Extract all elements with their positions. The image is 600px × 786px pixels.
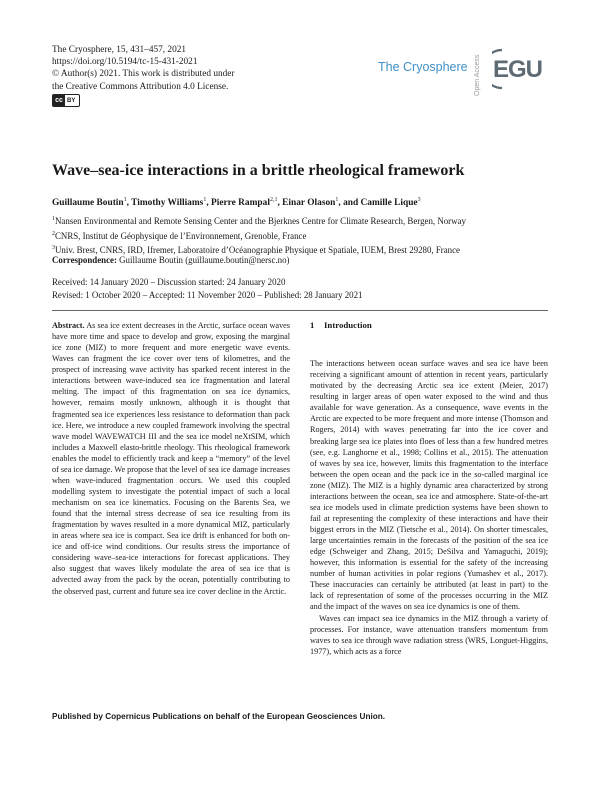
copyright-notice: © Author(s) 2021. This work is distributed under xyxy=(52,69,235,80)
author-name: Timothy Williams xyxy=(131,198,204,209)
introduction-section xyxy=(310,320,548,657)
author-affiliation-ref: 1 xyxy=(203,197,207,203)
affiliation-number: 2 xyxy=(52,230,55,237)
cc-by-license-badge[interactable] xyxy=(52,94,80,107)
author-separator: , xyxy=(206,198,212,209)
by-icon: BY xyxy=(67,97,76,104)
author-separator: , and xyxy=(338,198,361,209)
article-title: Wave–sea-ice interactions in a brittle rheological framework xyxy=(52,162,465,179)
affiliation xyxy=(52,213,466,228)
open-access-label: Open Access xyxy=(474,54,481,96)
egu-logo-text: EGU xyxy=(493,56,543,83)
dates-line-2: Revised: 1 October 2020 – Accepted: 11 November 2020 – Published: 28 January 2021 xyxy=(52,289,363,300)
author-name: Guillaume Boutin xyxy=(52,198,124,209)
intro-paragraph-1: The interactions between ocean surface waves and sea ice have been receiving a significant amount of attention in recent years, particularly motivated by the decreasing Arctic sea ice extent (Meier, 2017) resulting in larger areas of open water exposed to the wind and thus available for wave generation. As a consequence, wave events in the Arctic are expected to be more frequent and more intense (Thomson and Rogers, 2014) with waves penetrating far into the ice cover and breaking large sea ice plates into floes of less than a few hundred metres (see, e.g. Langhorne et al., 1998; Collins et al., 2015). The attenuation of waves by sea ice, however, limits this fragmentation to the interface between the open ocean and the pack ice in the so-called marginal ice zone (MIZ). The MIZ is a highly dynamic area characterized by strong interactions between the ocean, sea ice and atmosphere. State-of-the-art sea ice models used in climate prediction systems have been shown to fail at representing the complexity of these interactions and have their biggest errors in the MIZ (Tietsche et al., 2014). On shorter timescales, large uncertainties remain in the forecasts of the position of the sea ice edge (Schweiger and Zhang, 2015; DeSilva and Yamaguchi, 2019); however, this information is essential for the safety of the increasing number of human activities in polar regions (Yumashev et al., 2017). These inaccuracies can certainly be attributed (at least in part) to the lack of representation of some of the processes occurring in the MIZ and the impact of the waves on sea ice dynamics is one of them. xyxy=(310,359,548,612)
author-affiliation-ref: 1 xyxy=(335,197,339,203)
cc-icon: cc xyxy=(53,95,65,106)
author-name: Einar Olason xyxy=(282,198,336,209)
affiliation xyxy=(52,228,466,243)
license-notice: the Creative Commons Attribution 4.0 License. xyxy=(52,81,229,92)
article-metadata xyxy=(52,44,235,93)
section-number: 1 xyxy=(310,320,315,330)
section-heading xyxy=(310,320,548,331)
author-list xyxy=(52,197,421,208)
abstract-text: As sea ice extent decreases in the Arctic, surface ocean waves have more time and space to develop and grow, exposing the marginal ice zone (MIZ) to more frequent and more energetic wave events. Waves can fragment the ice cover over tens of kilometres, and the prospect of increasing wave activity has sparked recent interest in the interactions between wave-induced sea ice fragmentation and lateral melting. The impact of this fragmentation on sea ice dynamics, however, remains mostly unknown, although it is thought that fragmented sea ice experiences less resistance to deformation than pack ice. Here, we introduce a new coupled framework involving the spectral wave model WAVEWATCH III and the sea ice model neXtSIM, which includes a Maxwell elasto-brittle rheology. This rheological framework enables the model to efficiently track and keep a “memory” of the level of sea ice damage. We propose that the level of sea ice damage increases when wave-induced fragmentation occurs. We used this coupled modelling system to investigate the potential impact of such a local mechanism on sea ice kinematics. Focusing on the Barents Sea, we found that the internal stress decrease of sea ice resulting from its fragmentation by waves resulted in a more dynamical MIZ, particularly in areas where sea ice is compact. Sea ice drift is enhanced for both on-ice and off-ice wind conditions. Our results stress the importance of considering wave–sea-ice interactions for forecast applications. They also suggest that waves likely modulate the area of sea ice that is advected away from the pack by the ocean, potentially contributing to the observed past, current and future sea ice cover decline in the Arctic. xyxy=(52,321,290,596)
correspondence-label: Correspondence: xyxy=(52,255,117,265)
dates-line-1: Received: 14 January 2020 – Discussion started: 24 January 2020 xyxy=(52,277,286,287)
author-affiliation-ref: 2,1 xyxy=(269,197,278,203)
author-name: Pierre Rampal xyxy=(211,198,270,209)
affiliation-text: CNRS, Institut de Géophysique de l’Environnement, Grenoble, France xyxy=(55,230,307,241)
section-title: Introduction xyxy=(324,320,372,330)
correspondence xyxy=(52,255,290,265)
author-affiliation-ref: 1 xyxy=(123,197,127,203)
author-name: Camille Lique xyxy=(360,198,418,209)
correspondence-email[interactable]: Guillaume Boutin (guillaume.boutin@nersc.no) xyxy=(119,255,290,265)
abstract-label: Abstract. xyxy=(52,321,85,330)
affiliation-number: 3 xyxy=(52,245,55,252)
divider xyxy=(52,310,548,311)
journal-name: The Cryosphere xyxy=(378,60,468,74)
publication-dates xyxy=(52,276,363,301)
intro-paragraph-2: Waves can impact sea ice dynamics in the MIZ through a variety of processes. For instance, wave attenuation transfers momentum from waves to sea ice through wave radiation stress (WRS, Longuet-Higgins, 1977), which acts as a force xyxy=(310,613,548,656)
publisher-footer: Published by Copernicus Publications on behalf of the European Geosciences Union. xyxy=(52,712,386,721)
abstract xyxy=(52,320,290,597)
author-affiliation-ref: 3 xyxy=(417,197,421,203)
citation: The Cryosphere, 15, 431–457, 2021 xyxy=(52,45,187,55)
doi-link[interactable]: https://doi.org/10.5194/tc-15-431-2021 xyxy=(52,57,198,68)
affiliation-text: Univ. Brest, CNRS, IRD, Ifremer, Laboratoire d’Océanographie Physique et Spatiale, IUEM, Brest 29280, France xyxy=(55,245,460,256)
author-separator: , xyxy=(126,198,132,209)
author-separator: , xyxy=(277,198,283,209)
affiliations xyxy=(52,213,466,257)
affiliation-number: 1 xyxy=(52,216,55,222)
affiliation-text: Nansen Environmental and Remote Sensing Center and the Bjerknes Centre for Climate Research, Bergen, Norway xyxy=(55,215,466,226)
